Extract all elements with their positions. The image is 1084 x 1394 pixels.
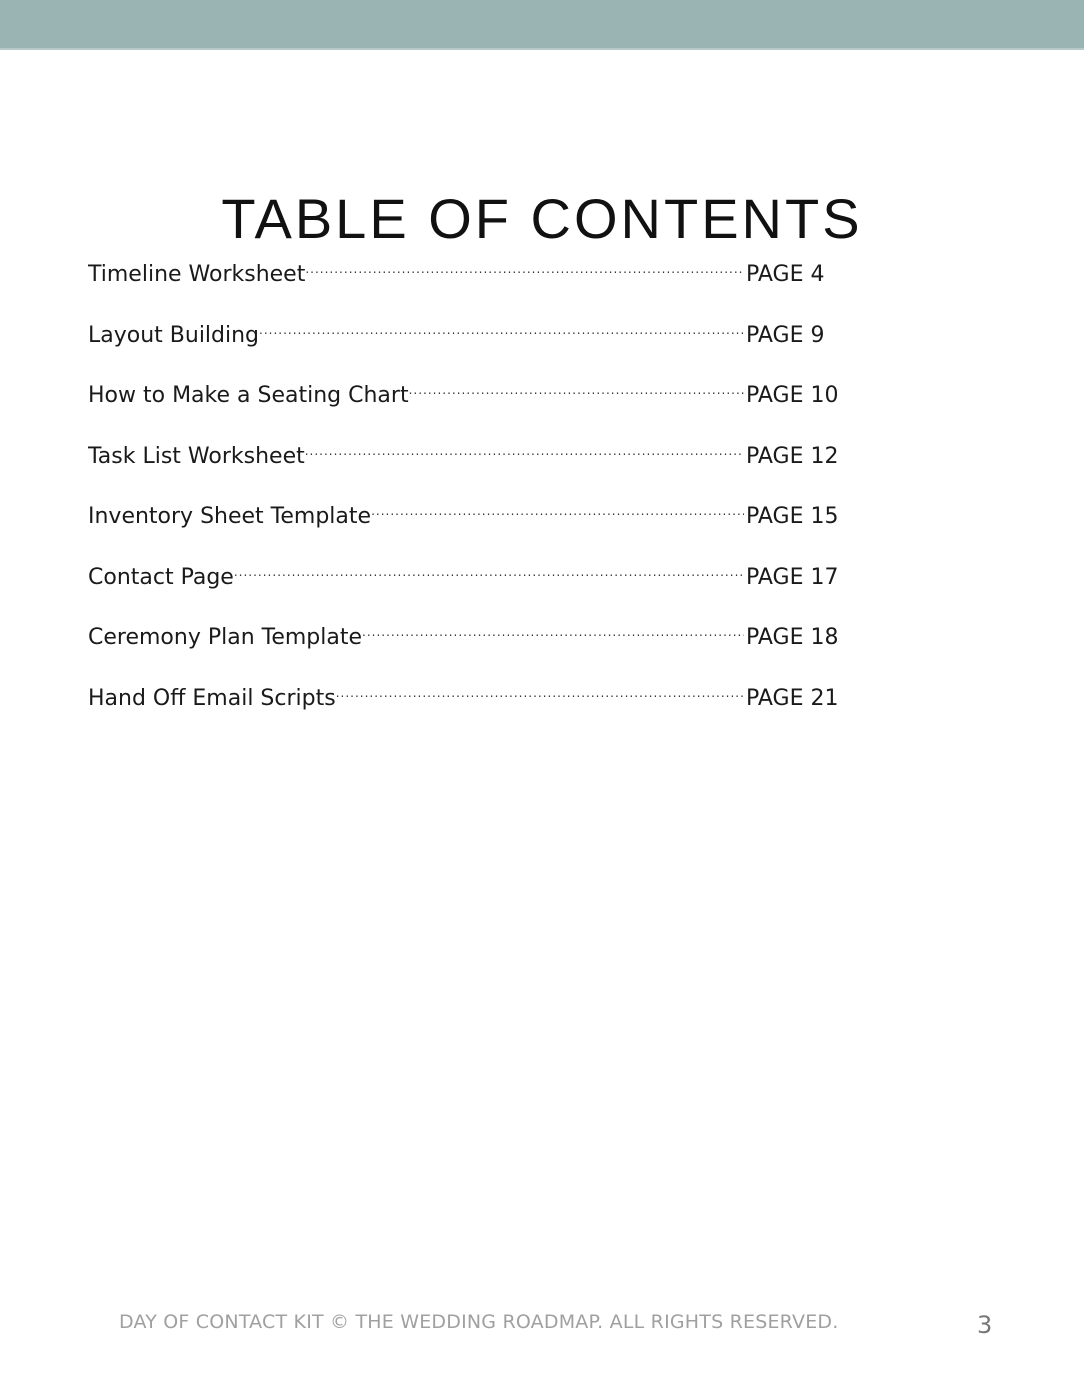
toc-entry[interactable] [88,323,838,384]
toc-entry-page: PAGE 18 [746,625,839,650]
toc-entry-page: PAGE 12 [746,443,839,469]
toc-entry[interactable] [88,686,838,747]
toc-entry-label: How to Make a Seating Chart [88,383,409,408]
toc-entry-label: Ceremony Plan Template [88,625,363,650]
toc-entry-label: Timeline Worksheet [88,262,306,287]
toc-entry[interactable] [88,565,838,626]
toc-entry-label: Task List Worksheet [88,443,305,469]
toc-entry[interactable] [88,383,838,444]
toc-entry[interactable] [88,262,838,323]
dot-leader [305,262,744,287]
dot-leader [336,686,744,711]
toc-entry[interactable] [88,625,838,686]
toc-entry-label: Layout Building [88,322,260,348]
toc-entry-page: PAGE 9 [746,322,825,348]
toc-entry-page: PAGE 17 [746,564,839,590]
dot-leader [362,625,744,650]
header-bar [0,0,1084,50]
page-number: 3 [977,1311,993,1339]
dot-leader [409,383,744,408]
footer-copyright: DAY OF CONTACT KIT © THE WEDDING ROADMAP. ALL RIGHTS RESERVED. [119,1311,839,1333]
toc-entry[interactable] [88,504,838,565]
dot-leader [259,323,744,348]
dot-leader [234,565,744,590]
toc-entry-label: Contact Page [88,564,234,590]
table-of-contents [88,262,838,746]
dot-leader [305,444,744,469]
toc-entry-page: PAGE 15 [746,504,839,529]
toc-entry-page: PAGE 4 [746,262,825,287]
page-title: TABLE OF CONTENTS [221,186,863,250]
dot-leader [371,504,744,529]
toc-entry[interactable] [88,444,838,505]
toc-entry-page: PAGE 10 [746,383,839,408]
toc-entry-page: PAGE 21 [746,685,839,711]
toc-entry-label: Inventory Sheet Template [88,504,372,529]
toc-entry-label: Hand Off Email Scripts [88,685,336,711]
